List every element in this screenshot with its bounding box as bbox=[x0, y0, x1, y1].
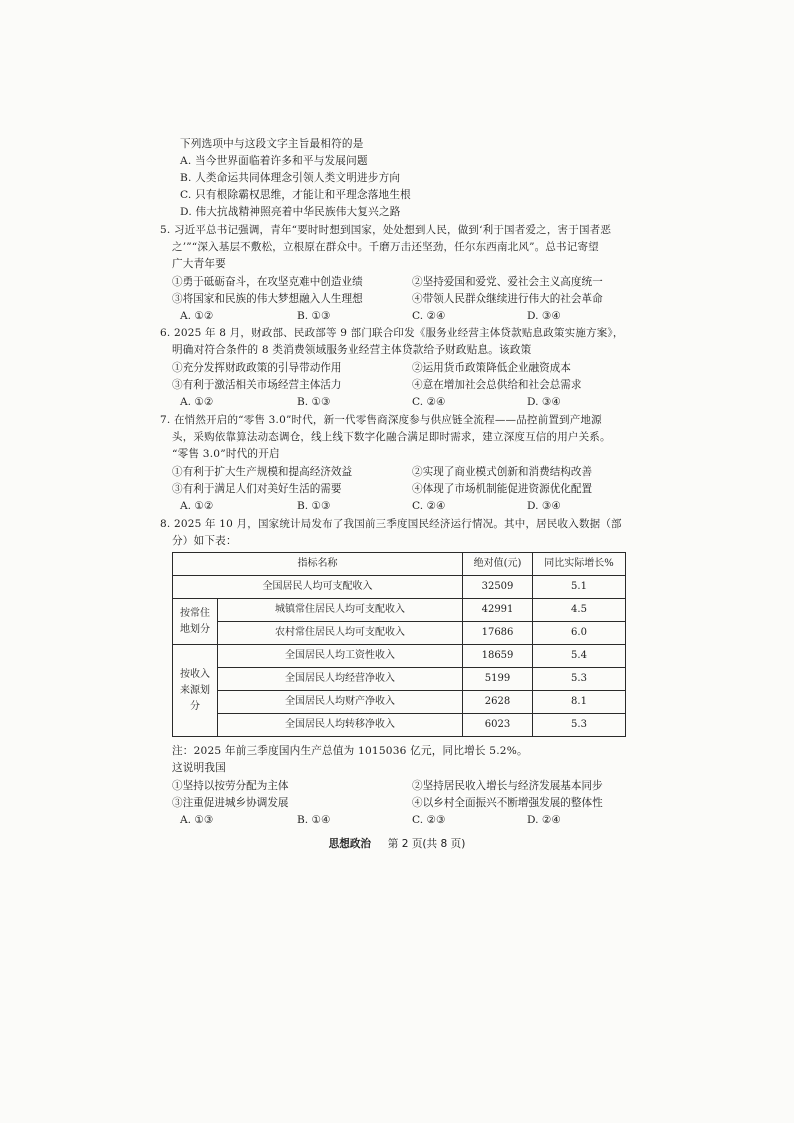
q8-item-3: ③注重促进城乡协调发展 bbox=[172, 797, 289, 809]
table-header-row bbox=[173, 553, 626, 576]
q6-item-2: ②运用货币政策降低企业融资成本 bbox=[412, 362, 571, 374]
q5-choice-a: A. ①② bbox=[180, 310, 214, 322]
q7-choice-c: C. ②④ bbox=[412, 500, 446, 512]
cell-name: 全国居民人均财产净收入 bbox=[218, 691, 463, 714]
q8-choice-a: A. ①③ bbox=[180, 814, 214, 826]
cell-value: 17686 bbox=[463, 622, 533, 645]
q7-item-2: ②实现了商业模式创新和消费结构改善 bbox=[412, 466, 593, 478]
cell-name: 城镇常住居民人均可支配收入 bbox=[218, 599, 463, 622]
q6-item-4: ④意在增加社会总供给和社会总需求 bbox=[412, 379, 582, 391]
header-growth: 同比实际增长% bbox=[533, 553, 626, 576]
cell-value: 32509 bbox=[463, 576, 533, 599]
cell-growth: 5.1 bbox=[533, 576, 626, 599]
table-row bbox=[173, 599, 626, 622]
q5-choice-c: C. ②④ bbox=[412, 310, 446, 322]
table-row bbox=[173, 645, 626, 668]
q5-item-1: ①勇于砥砺奋斗，在攻坚克难中创造业绩 bbox=[172, 276, 363, 288]
table-row bbox=[173, 668, 626, 691]
q5-item-2: ②坚持爱国和爱党、爱社会主义高度统一 bbox=[412, 276, 603, 288]
cell-value: 18659 bbox=[463, 645, 533, 668]
q7-choice-d: D. ③④ bbox=[527, 500, 561, 512]
cell-name: 全国居民人均经营净收入 bbox=[218, 668, 463, 691]
cell-growth: 8.1 bbox=[533, 691, 626, 714]
table-row bbox=[173, 576, 626, 599]
cell-name: 全国居民人均可支配收入 bbox=[173, 576, 463, 599]
q6-choice-a: A. ①② bbox=[180, 396, 214, 408]
q6-line-1: 6. 2025 年 8 月，财政部、民政部等 9 部门联合印发《服务业经营主体贷款贴息政策实施方案》， bbox=[160, 327, 624, 339]
q5-line-3: 广大青年要 bbox=[172, 258, 226, 270]
q6-choice-c: C. ②④ bbox=[412, 396, 446, 408]
q7-choice-b: B. ①③ bbox=[297, 500, 331, 512]
q6-line-2: 明确对符合条件的 8 类消费领域服务业经营主体贷款给予财政贴息。该政策 bbox=[172, 344, 532, 356]
q7-item-1: ①有利于扩大生产规模和提高经济效益 bbox=[172, 466, 353, 478]
table-row bbox=[173, 691, 626, 714]
cell-value: 6023 bbox=[463, 714, 533, 737]
footer-subject: 思想政治 bbox=[328, 838, 372, 850]
income-table bbox=[172, 552, 626, 737]
header-indicator: 指标名称 bbox=[173, 553, 463, 576]
q8-note: 注：2025 年前三季度国内生产总值为 1015036 亿元，同比增长 5.2%。 bbox=[172, 745, 528, 757]
q7-line-3: “零售 3.0”时代的开启 bbox=[172, 448, 280, 460]
q4-option-d: D. 伟大抗战精神照亮着中华民族伟大复兴之路 bbox=[180, 206, 401, 218]
table-row bbox=[173, 622, 626, 645]
q5-choice-b: B. ①③ bbox=[297, 310, 331, 322]
q7-item-4: ④体现了市场机制能促进资源优化配置 bbox=[412, 483, 593, 495]
q8-choice-c: C. ②③ bbox=[412, 814, 446, 826]
q6-choice-d: D. ③④ bbox=[527, 396, 561, 408]
group-label-residence: 按常住地划分 bbox=[173, 599, 218, 645]
q5-line-1: 5. 习近平总书记强调，青年“要时时想到国家，处处想到人民，做到‘利于国者爱之，害于国者恶 bbox=[160, 224, 612, 236]
q5-choice-d: D. ③④ bbox=[527, 310, 561, 322]
cell-growth: 5.3 bbox=[533, 714, 626, 737]
cell-value: 42991 bbox=[463, 599, 533, 622]
q7-item-3: ③有利于满足人们对美好生活的需要 bbox=[172, 483, 342, 495]
q8-item-2: ②坚持居民收入增长与经济发展基本同步 bbox=[412, 780, 603, 792]
q6-item-3: ③有利于激活相关市场经营主体活力 bbox=[172, 379, 342, 391]
cell-growth: 4.5 bbox=[533, 599, 626, 622]
q8-line-2: 分）如下表： bbox=[172, 535, 237, 547]
page-footer bbox=[0, 836, 794, 851]
footer-page-number: 第 2 页(共 8 页) bbox=[387, 838, 466, 850]
q4-option-a: A. 当今世界面临着许多和平与发展问题 bbox=[180, 155, 368, 167]
q5-item-3: ③将国家和民族的伟大梦想融入人生理想 bbox=[172, 293, 363, 305]
q8-choice-d: D. ②④ bbox=[527, 814, 561, 826]
q6-item-1: ①充分发挥财政政策的引导带动作用 bbox=[172, 362, 342, 374]
q8-item-1: ①坚持以按劳分配为主体 bbox=[172, 780, 289, 792]
q8-stem: 这说明我国 bbox=[172, 762, 226, 774]
q7-line-2: 头，采购依靠算法动态调仓，线上线下数字化融合满足即时需求，建立深度互信的用户关系。 bbox=[172, 431, 611, 443]
q7-line-1: 7. 在悄然开启的“零售 3.0”时代，新一代零售商深度参与供应链全流程——品控前置到产地源 bbox=[160, 414, 602, 426]
cell-growth: 6.0 bbox=[533, 622, 626, 645]
q8-item-4: ④以乡村全面振兴不断增强发展的整体性 bbox=[412, 797, 603, 809]
cell-growth: 5.4 bbox=[533, 645, 626, 668]
cell-name: 全国居民人均工资性收入 bbox=[218, 645, 463, 668]
q5-item-4: ④带领人民群众继续进行伟大的社会革命 bbox=[412, 293, 603, 305]
q5-line-2: 之’”“深入基层不敷松，立根原在群众中。千磨万击还坚劲，任尔东西南北风”。总书记寄望 bbox=[172, 241, 599, 253]
q8-choice-b: B. ①④ bbox=[297, 814, 331, 826]
cell-growth: 5.3 bbox=[533, 668, 626, 691]
cell-name: 农村常住居民人均可支配收入 bbox=[218, 622, 463, 645]
group-label-source: 按收入来源划分 bbox=[173, 645, 218, 737]
q4-option-c: C. 只有根除霸权思维，才能让和平理念落地生根 bbox=[180, 189, 411, 201]
cell-value: 2628 bbox=[463, 691, 533, 714]
q4-option-b: B. 人类命运共同体理念引领人类文明进步方向 bbox=[180, 172, 401, 184]
q7-choice-a: A. ①② bbox=[180, 500, 214, 512]
q4-stem: 下列选项中与这段文字主旨最相符的是 bbox=[180, 138, 364, 150]
q6-choice-b: B. ①③ bbox=[297, 396, 331, 408]
header-absolute-value: 绝对值(元) bbox=[463, 553, 533, 576]
cell-value: 5199 bbox=[463, 668, 533, 691]
q8-line-1: 8. 2025 年 10 月，国家统计局发布了我国前三季度国民经济运行情况。其中，居民收入数据（部 bbox=[160, 518, 622, 530]
table-row bbox=[173, 714, 626, 737]
cell-name: 全国居民人均转移净收入 bbox=[218, 714, 463, 737]
